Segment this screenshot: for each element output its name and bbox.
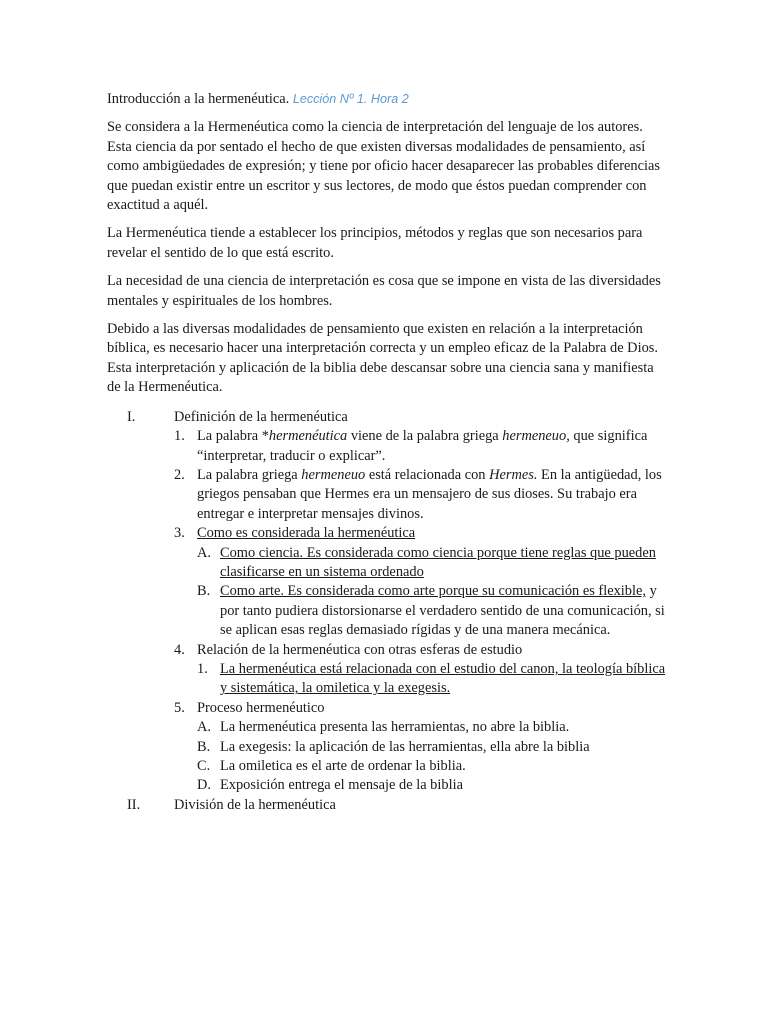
outline-number: II.	[127, 796, 141, 813]
outline-item-1	[107, 427, 667, 466]
outline-item-4	[107, 641, 667, 660]
outline-item-3	[107, 524, 667, 543]
italic-term: hermenéutica	[268, 428, 348, 445]
lesson-label: Lección Nº 1. Hora 2	[292, 92, 409, 106]
document-title	[107, 90, 667, 109]
outline-subitem-5c	[107, 757, 667, 776]
document-body	[107, 90, 667, 815]
paragraph-4: Debido a las diversas modalidades de pensamiento que existen en relación a la interpretación bíblica, es necesario hacer una interpretación correcta y un empleo eficaz de la Palabra de Dios. Esta interpretación y aplicación de la biblia debe descansar sobre una ciencia sana y manifiesta de la Hermenéutica.	[107, 321, 658, 396]
outline-subitem-text: La omiletica es el arte de ordenar la biblia.	[220, 758, 466, 774]
text-segment: que significa “interpretar, traducir o explicar”.	[197, 428, 648, 464]
outline-item-text	[197, 427, 667, 466]
underlined-segment: Como arte. Es considerada como arte porque su comunicación es flexible,	[220, 583, 646, 600]
outline-section-ii	[107, 796, 667, 815]
text-segment: viene de la palabra griega	[347, 428, 503, 445]
outline-letter: D.	[197, 777, 211, 794]
outline-subitem-5a	[107, 718, 667, 737]
outline-letter: B.	[197, 738, 211, 755]
outline-subitem-text: La hermenéutica está relacionada con el estudio del canon, la teología bíblica y sistemática, la omiletica y la exegesis.	[220, 660, 666, 697]
outline-item-text	[197, 466, 667, 524]
italic-term: hermeneuo	[301, 466, 366, 483]
outline-subitem-text	[220, 582, 667, 640]
outline-number: 2.	[174, 466, 185, 483]
text-segment: La palabra *	[197, 428, 269, 445]
outline-number: 4.	[174, 641, 185, 658]
outline-number: 5.	[174, 699, 185, 716]
outline-item-5	[107, 699, 667, 718]
outline-subitem-4-1	[107, 660, 667, 699]
outline-subitem-text: Como ciencia. Es considerada como ciencia porque tiene reglas que pueden clasificarse en un sistema ordenado	[220, 544, 656, 580]
paragraph-1: Se considera a la Hermenéutica como la ciencia de interpretación del lenguaje de los autores. Esta ciencia da por sentado el hecho de que existen diversas modalidades de pensamiento, así como ambigüedades de expresión; y tiene por oficio hacer desaparecer las probables diferencias que puedan existir entre un escritor y sus lectores, de modo que éstos puedan comprender con exactitud a aquél.	[107, 119, 660, 214]
outline-letter: C.	[197, 758, 211, 774]
outline-subitem-text: La hermenéutica presenta las herramientas, no abre la biblia.	[220, 719, 570, 736]
text-segment: En la antigüedad, los griegos pensaban que Hermes era un mensajero de sus dioses. Su trabajo era entregar e interpretar mensajes divinos.	[197, 466, 662, 522]
text-segment: y por tanto pudiera distorsionarse el verdadero sentido de una comunicación, si se aplican esas reglas demasiado rígidas y de una manera mecánica.	[220, 583, 665, 639]
text-segment: La palabra griega	[197, 466, 302, 483]
outline-item-text: Como es considerada la hermenéutica	[197, 525, 416, 542]
italic-term: hermeneuo,	[502, 428, 570, 445]
outline-subitem-text: Exposición entrega el mensaje de la biblia	[220, 777, 463, 794]
outline-letter: A.	[197, 719, 211, 736]
paragraph-2: La Hermenéutica tiende a establecer los principios, métodos y reglas que son necesarios para revelar el sentido de lo que está escrito.	[107, 225, 643, 261]
outline-subitem-5b	[107, 738, 667, 757]
italic-term: Hermes.	[489, 466, 538, 483]
outline-letter: A.	[197, 544, 211, 561]
outline-letter: B.	[197, 583, 211, 600]
outline-item-2	[107, 466, 667, 524]
title-text: Introducción a la hermenéutica.	[107, 91, 290, 107]
outline-number: 1.	[174, 428, 185, 445]
outline-heading: División de la hermenéutica	[174, 796, 336, 813]
outline-number: I.	[127, 408, 136, 425]
text-segment: está relacionada con	[365, 466, 490, 483]
outline-heading: Definición de la hermenéutica	[174, 408, 348, 425]
outline	[107, 408, 667, 816]
outline-subitem-5d	[107, 776, 667, 795]
outline-subitem-text: La exegesis: la aplicación de las herramientas, ella abre la biblia	[220, 738, 590, 755]
outline-item-text: Proceso hermenéutico	[197, 699, 325, 716]
outline-number: 3.	[174, 525, 185, 542]
outline-item-text: Relación de la hermenéutica con otras esferas de estudio	[197, 641, 523, 658]
outline-subitem-3a	[107, 544, 667, 583]
outline-section-i	[107, 408, 667, 427]
outline-subitem-3b	[107, 582, 667, 640]
paragraph-3: La necesidad de una ciencia de interpretación es cosa que se impone en vista de las diversidades mentales y espirituales de los hombres.	[107, 273, 661, 309]
outline-number: 1.	[197, 660, 208, 677]
